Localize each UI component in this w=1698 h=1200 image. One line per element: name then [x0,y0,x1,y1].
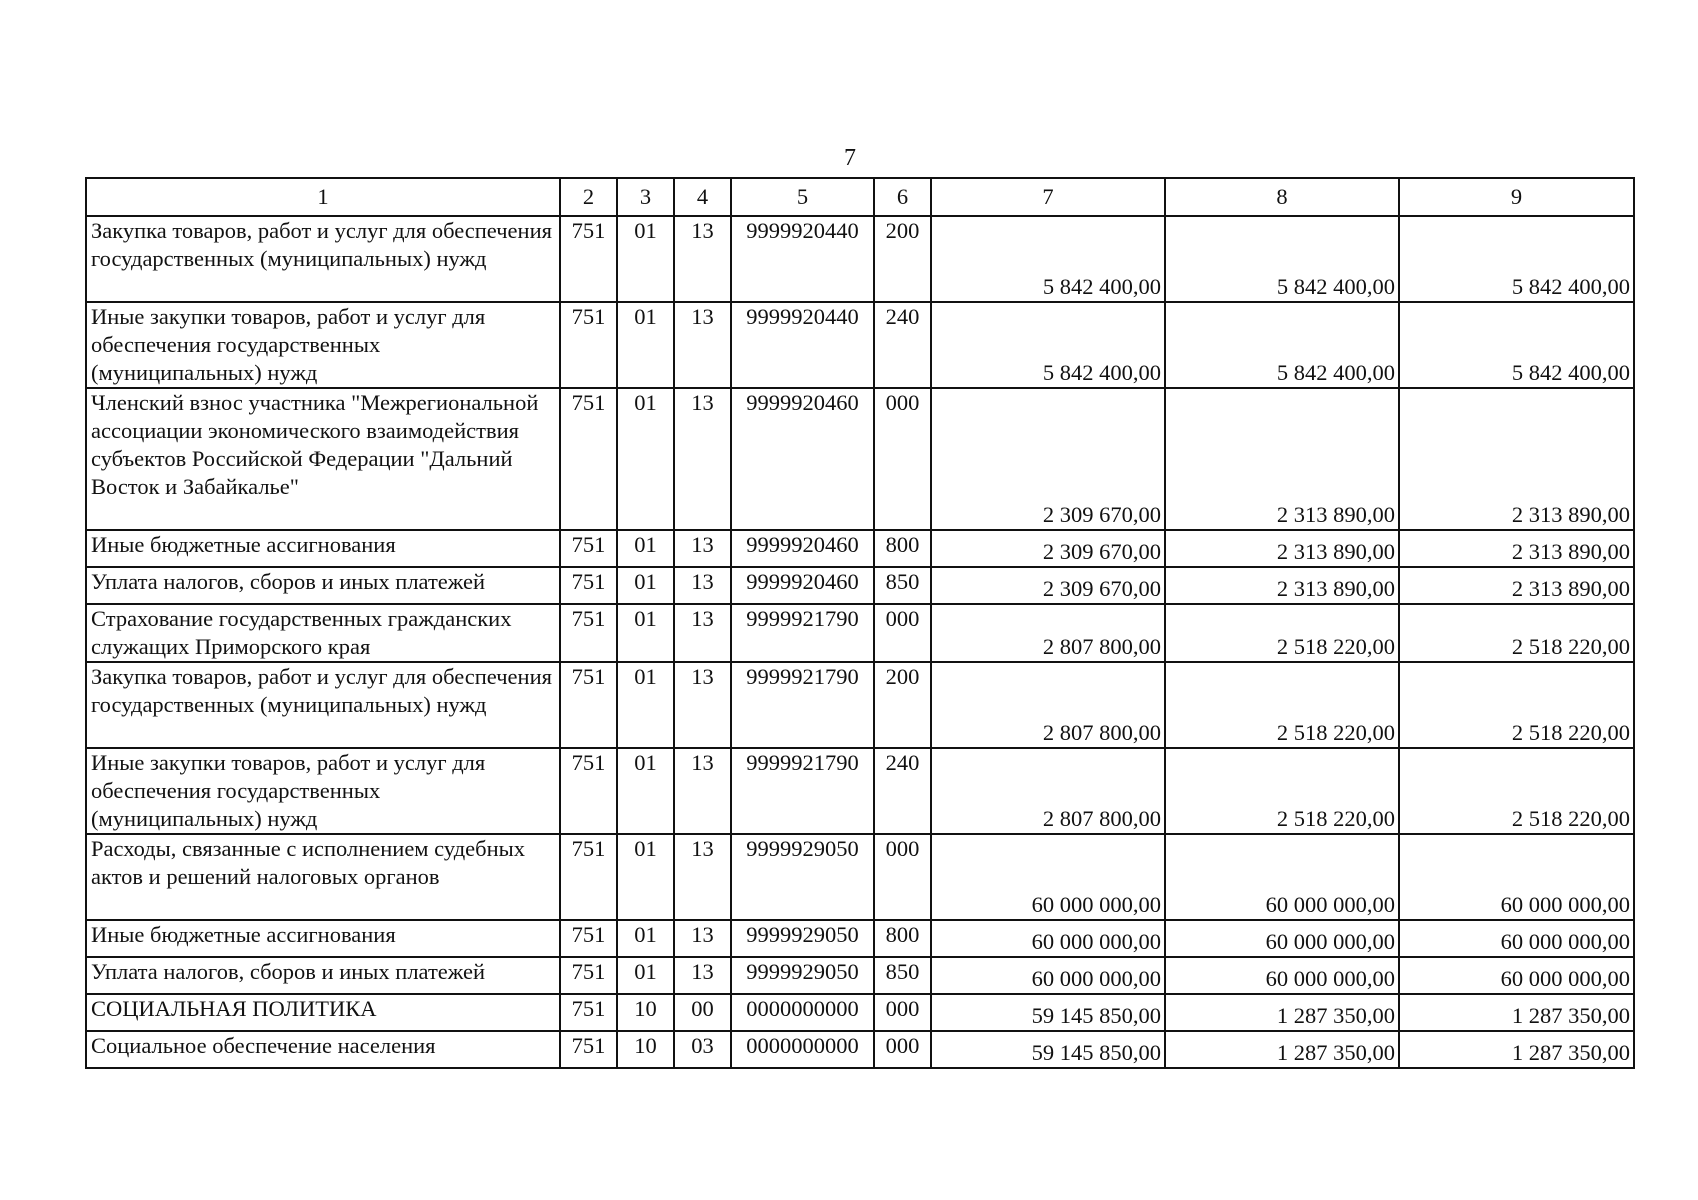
section-code: 01 [617,216,674,302]
amount-col-9: 1 287 350,00 [1399,994,1634,1031]
subsection-code: 00 [674,994,731,1031]
expense-type-code: 240 [874,748,931,834]
header-row [86,178,1634,216]
admin-code: 751 [560,388,617,530]
table-row [86,388,1634,530]
target-article-code: 9999920460 [731,530,874,567]
target-article-code: 0000000000 [731,994,874,1031]
admin-code: 751 [560,302,617,388]
amount-col-9: 60 000 000,00 [1399,957,1634,994]
column-header-7: 7 [931,178,1165,216]
column-header-8: 8 [1165,178,1399,216]
target-article-code: 9999921790 [731,748,874,834]
expense-type-code: 000 [874,388,931,530]
amount-col-7: 2 807 800,00 [931,748,1165,834]
expense-type-code: 200 [874,662,931,748]
amount-col-8: 2 518 220,00 [1165,662,1399,748]
amount-col-8: 60 000 000,00 [1165,920,1399,957]
section-code: 01 [617,567,674,604]
table-row [86,994,1634,1031]
amount-col-8: 60 000 000,00 [1165,957,1399,994]
table-row [86,957,1634,994]
section-code: 01 [617,957,674,994]
table-row [86,834,1634,920]
subsection-code: 13 [674,388,731,530]
amount-col-7: 60 000 000,00 [931,834,1165,920]
column-header-3: 3 [617,178,674,216]
expense-type-code: 000 [874,994,931,1031]
section-code: 01 [617,748,674,834]
amount-col-8: 1 287 350,00 [1165,994,1399,1031]
target-article-code: 9999921790 [731,604,874,662]
amount-col-8: 2 518 220,00 [1165,604,1399,662]
subsection-code: 13 [674,216,731,302]
row-name: Закупка товаров, работ и услуг для обеспечения государственных (муниципальных) нужд [86,216,560,302]
expense-type-code: 000 [874,1031,931,1068]
table-row [86,748,1634,834]
amount-col-9: 5 842 400,00 [1399,216,1634,302]
expense-type-code: 850 [874,957,931,994]
table-row [86,216,1634,302]
row-name: СОЦИАЛЬНАЯ ПОЛИТИКА [86,994,560,1031]
amount-col-9: 2 518 220,00 [1399,662,1634,748]
amount-col-8: 60 000 000,00 [1165,834,1399,920]
expense-type-code: 800 [874,530,931,567]
amount-col-7: 2 807 800,00 [931,604,1165,662]
amount-col-7: 2 309 670,00 [931,388,1165,530]
amount-col-9: 2 313 890,00 [1399,388,1634,530]
amount-col-9: 60 000 000,00 [1399,834,1634,920]
subsection-code: 13 [674,920,731,957]
amount-col-8: 5 842 400,00 [1165,216,1399,302]
row-name: Страхование государственных гражданских служащих Приморского края [86,604,560,662]
section-code: 01 [617,302,674,388]
row-name: Уплата налогов, сборов и иных платежей [86,567,560,604]
amount-col-7: 59 145 850,00 [931,1031,1165,1068]
amount-col-8: 1 287 350,00 [1165,1031,1399,1068]
amount-col-8: 2 313 890,00 [1165,388,1399,530]
amount-col-9: 2 313 890,00 [1399,530,1634,567]
amount-col-8: 2 313 890,00 [1165,567,1399,604]
subsection-code: 13 [674,604,731,662]
amount-col-9: 1 287 350,00 [1399,1031,1634,1068]
target-article-code: 9999920460 [731,567,874,604]
table-row [86,567,1634,604]
amount-col-8: 2 518 220,00 [1165,748,1399,834]
subsection-code: 13 [674,662,731,748]
amount-col-9: 2 313 890,00 [1399,567,1634,604]
amount-col-7: 5 842 400,00 [931,302,1165,388]
row-name: Уплата налогов, сборов и иных платежей [86,957,560,994]
expense-type-code: 000 [874,604,931,662]
admin-code: 751 [560,748,617,834]
admin-code: 751 [560,216,617,302]
amount-col-9: 60 000 000,00 [1399,920,1634,957]
table-row [86,302,1634,388]
section-code: 01 [617,834,674,920]
subsection-code: 13 [674,530,731,567]
table-row [86,662,1634,748]
admin-code: 751 [560,567,617,604]
budget-table [85,177,1635,1069]
row-name: Иные бюджетные ассигнования [86,530,560,567]
admin-code: 751 [560,920,617,957]
subsection-code: 03 [674,1031,731,1068]
target-article-code: 9999920440 [731,302,874,388]
section-code: 01 [617,662,674,748]
amount-col-7: 5 842 400,00 [931,216,1165,302]
expense-type-code: 800 [874,920,931,957]
subsection-code: 13 [674,567,731,604]
expense-type-code: 240 [874,302,931,388]
admin-code: 751 [560,604,617,662]
subsection-code: 13 [674,957,731,994]
column-header-5: 5 [731,178,874,216]
section-code: 01 [617,604,674,662]
subsection-code: 13 [674,748,731,834]
admin-code: 751 [560,1031,617,1068]
row-name: Иные закупки товаров, работ и услуг для обеспечения государственных (муниципальных) нужд [86,748,560,834]
column-header-9: 9 [1399,178,1634,216]
admin-code: 751 [560,957,617,994]
table-row [86,1031,1634,1068]
expense-type-code: 200 [874,216,931,302]
section-code: 01 [617,530,674,567]
row-name: Членский взнос участника "Межрегиональной ассоциации экономического взаимодействия субъектов Российской Федерации "Дальний Восток и Забайкалье" [86,388,560,530]
admin-code: 751 [560,994,617,1031]
section-code: 01 [617,920,674,957]
table-row [86,530,1634,567]
target-article-code: 9999929050 [731,834,874,920]
section-code: 10 [617,994,674,1031]
amount-col-7: 60 000 000,00 [931,957,1165,994]
target-article-code: 9999920460 [731,388,874,530]
table-row [86,604,1634,662]
row-name: Иные закупки товаров, работ и услуг для обеспечения государственных (муниципальных) нужд [86,302,560,388]
row-name: Иные бюджетные ассигнования [86,920,560,957]
target-article-code: 9999921790 [731,662,874,748]
row-name: Социальное обеспечение населения [86,1031,560,1068]
section-code: 01 [617,388,674,530]
amount-col-7: 2 309 670,00 [931,567,1165,604]
row-name: Расходы, связанные с исполнением судебных актов и решений налоговых органов [86,834,560,920]
target-article-code: 9999929050 [731,957,874,994]
table-row [86,920,1634,957]
amount-col-7: 2 309 670,00 [931,530,1165,567]
admin-code: 751 [560,662,617,748]
target-article-code: 9999920440 [731,216,874,302]
column-header-1: 1 [86,178,560,216]
column-header-4: 4 [674,178,731,216]
row-name: Закупка товаров, работ и услуг для обеспечения государственных (муниципальных) нужд [86,662,560,748]
amount-col-8: 5 842 400,00 [1165,302,1399,388]
amount-col-7: 60 000 000,00 [931,920,1165,957]
target-article-code: 0000000000 [731,1031,874,1068]
column-header-6: 6 [874,178,931,216]
column-header-2: 2 [560,178,617,216]
admin-code: 751 [560,530,617,567]
amount-col-7: 59 145 850,00 [931,994,1165,1031]
target-article-code: 9999929050 [731,920,874,957]
page-number: 7 [844,145,856,171]
amount-col-9: 2 518 220,00 [1399,748,1634,834]
expense-type-code: 000 [874,834,931,920]
subsection-code: 13 [674,302,731,388]
expense-type-code: 850 [874,567,931,604]
subsection-code: 13 [674,834,731,920]
amount-col-8: 2 313 890,00 [1165,530,1399,567]
amount-col-9: 2 518 220,00 [1399,604,1634,662]
amount-col-7: 2 807 800,00 [931,662,1165,748]
section-code: 10 [617,1031,674,1068]
amount-col-9: 5 842 400,00 [1399,302,1634,388]
admin-code: 751 [560,834,617,920]
